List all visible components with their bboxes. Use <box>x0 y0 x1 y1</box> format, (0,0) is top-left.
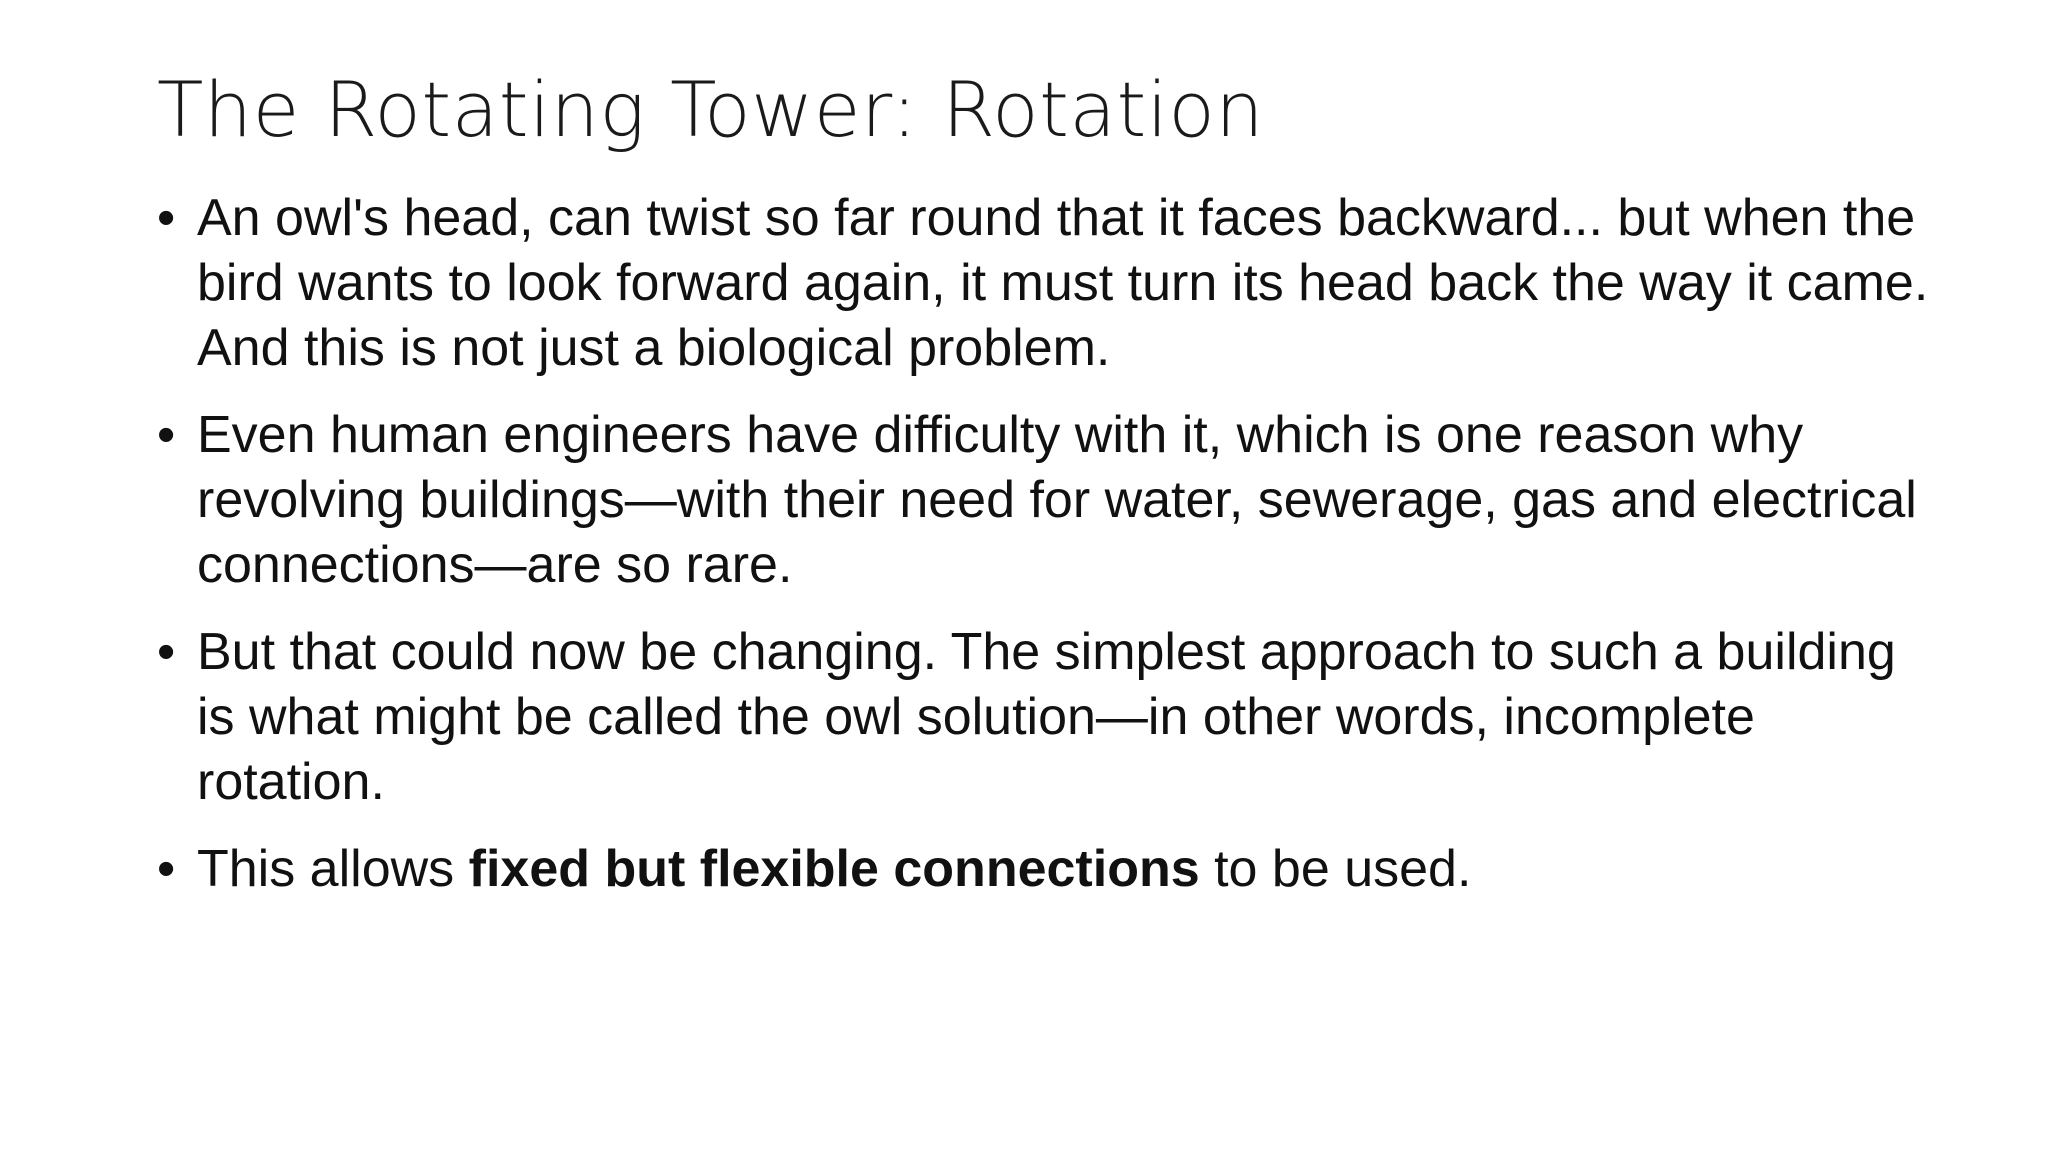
bullet-text: But that could now be changing. The simplest approach to such a building is what might be called the owl solution—in other words, incomplete rotation. <box>197 623 1896 811</box>
bullet-text <box>197 837 1937 902</box>
bullet-text-run: to be used. <box>1199 840 1472 898</box>
bullet-list <box>157 186 1937 924</box>
bullet-item <box>157 620 1937 815</box>
bullet-dot-icon: • <box>157 623 176 681</box>
bullet-text-bold-run: fixed but flexible connections <box>468 840 1200 898</box>
bullet-text-run: This allows <box>197 840 469 898</box>
bullet-item <box>157 186 1937 381</box>
bullet-dot-icon: • <box>157 189 176 247</box>
bullet-dot-icon: • <box>157 406 176 464</box>
bullet-text: Even human engineers have difficulty with it, which is one reason why revolving buildings—with their need for water, sewerage, gas and electrical connections—are so rare. <box>197 406 1917 594</box>
slide-title: The Rotating Tower: Rotation <box>157 65 1265 154</box>
bullet-text: An owl's head, can twist so far round that it faces backward... but when the bird wants to look forward again, it must turn its head back the way it came. And this is not just a biological problem. <box>197 189 1929 377</box>
bullet-item <box>157 837 1937 902</box>
bullet-dot-icon: • <box>157 840 176 898</box>
bullet-item <box>157 403 1937 598</box>
